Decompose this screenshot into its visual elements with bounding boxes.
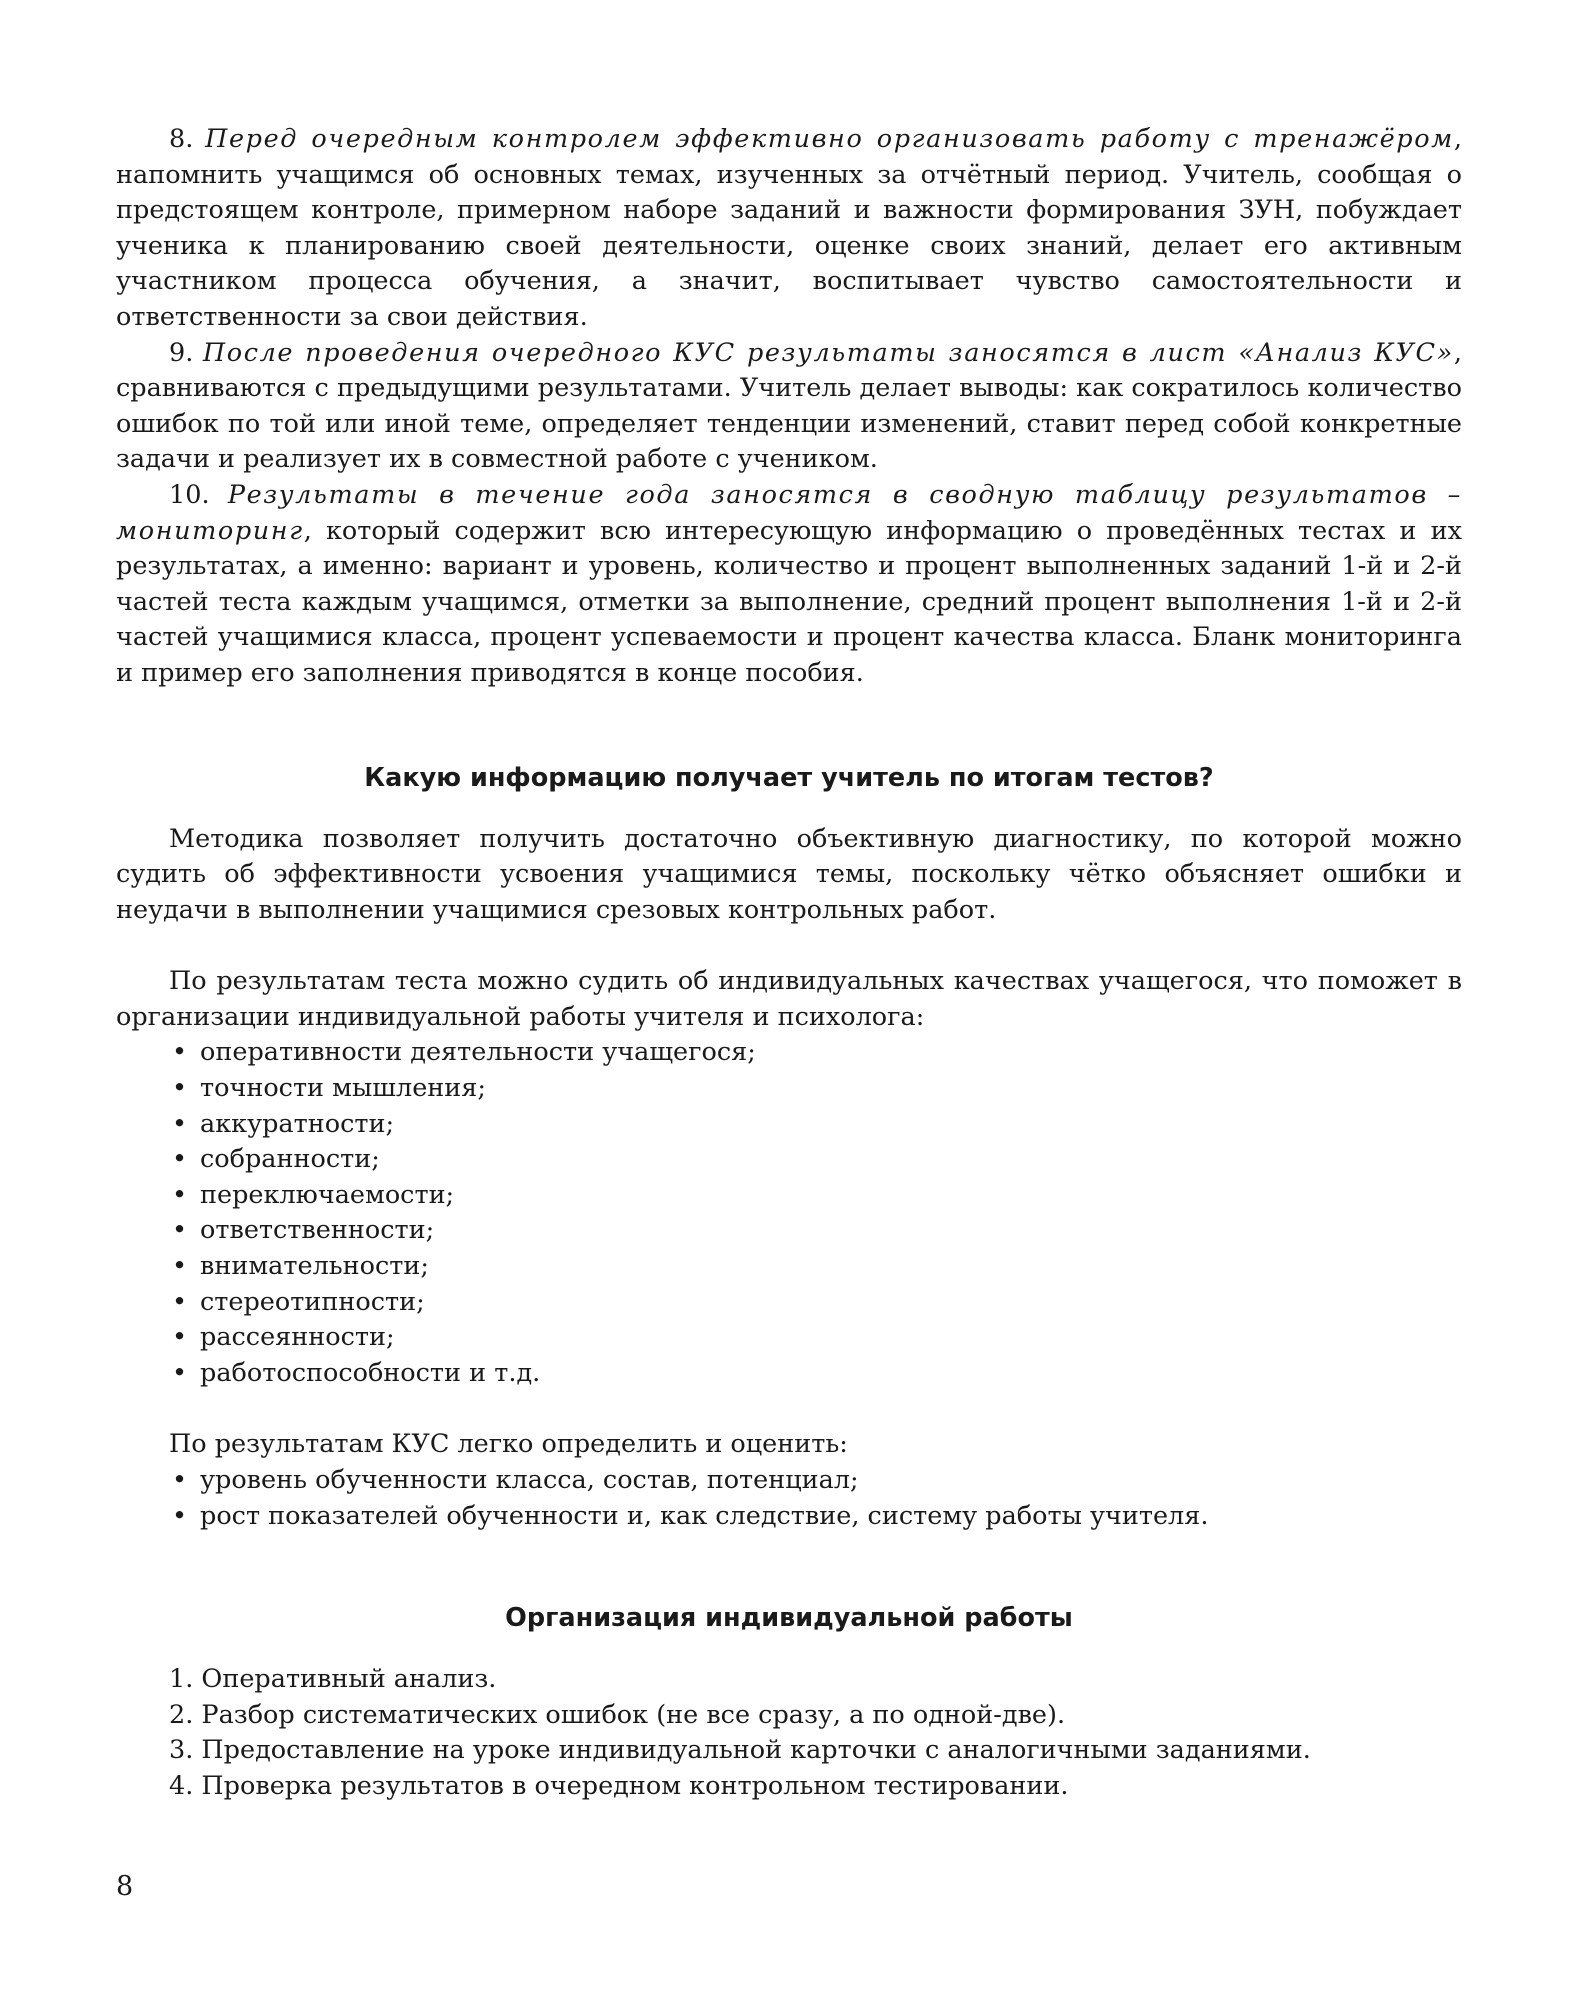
info-paragraph-qualities: По результатам теста можно судить об индивидуальных качествах учащегося, что поможет в организации индивидуальной работы учителя и психолога: — [116, 966, 1462, 1032]
list-item: • оперативности деятельности учащегося; — [172, 1035, 1462, 1071]
list-item: 1. Оперативный анализ. — [169, 1664, 497, 1695]
list-item: 3. Предоставление на уроке индивидуальной карточки с аналогичными заданиями. — [169, 1735, 1311, 1766]
info-paragraph-method: Методика позволяет получить достаточно объективную диагностику, по которой можно судить об эффективности усвоения учащимися темы, поскольку чётко объясняет ошибки и неудачи в выполнении учащимися срезовых контрольных работ. — [116, 823, 1462, 925]
list-item: • точности мышления; — [172, 1071, 1462, 1107]
list-item: • аккуратности; — [172, 1107, 1462, 1143]
item-lead-italic: Перед очередным контролем эффективно организовать работу с тренажёром — [205, 124, 1454, 154]
list-item: • внимательности; — [172, 1249, 1462, 1285]
list-item: • уровень обученности класса, состав, потенциал; — [172, 1463, 1462, 1499]
paragraph-item-10 — [116, 478, 1462, 692]
section-heading-info: Какую информацию получает учитель по итогам тестов? — [364, 762, 1214, 793]
list-item: • переключаемости; — [172, 1178, 1462, 1214]
assess-list — [116, 1463, 1462, 1534]
list-item: 2. Разбор систематических ошибок (не все сразу, а по одной-две). — [169, 1699, 1066, 1730]
item-text: , который содержит всю интересующую информацию о проведённых тестах и их результатах, а именно: вариант и уровень, количество и процент выполненных заданий 1-й и 2-й частей теста каждым учащимся, отметки за выполнение, средний процент выполнения 1-й и 2-й частей учащимися класса, процент успеваемости и процент качества класса. Бланк мониторинга и пример его заполнения приводятся в конце пособия. — [116, 515, 1462, 688]
list-item: • работоспособности и т.д. — [172, 1356, 1462, 1392]
page-body — [116, 122, 1462, 1805]
list-item: • рассеянности; — [172, 1320, 1462, 1356]
item-text: , напомнить учащимся об основных темах, изученных за отчётный период. Учитель, сообщая о предстоящем контроле, примерном наборе заданий и важности формирования ЗУН, побуждает ученика к планированию своей деятельности, оценке своих знаний, делает его активным участником процесса обучения, а значит, воспитывает чувство самостоятельности и ответственности за свои действия. — [116, 124, 1462, 332]
list-item: 4. Проверка результатов в очередном контрольном тестировании. — [169, 1770, 1069, 1801]
item-lead-italic: После проведения очередного КУС результаты заносятся в лист «Анализ КУС» — [202, 337, 1454, 368]
info-paragraph-assess: По результатам КУС легко определить и оценить: — [169, 1429, 848, 1460]
qualities-list — [116, 1035, 1462, 1391]
item-number: 9. — [169, 337, 203, 368]
list-item: • собранности; — [172, 1142, 1462, 1178]
list-item: • рост показателей обученности и, как следствие, систему работы учителя. — [172, 1499, 1462, 1535]
organization-steps-list — [116, 1662, 1462, 1804]
section-heading-organization: Организация индивидуальной работы — [505, 1603, 1073, 1634]
list-item: • ответственности; — [172, 1213, 1462, 1249]
item-number: 10. — [169, 479, 228, 510]
page-number: 8 — [116, 1871, 134, 1902]
list-item: • стереотипности; — [172, 1285, 1462, 1321]
item-lead-italic: Результаты в течение года заносятся в сводную таблицу результатов – мониторинг — [116, 479, 1462, 546]
item-text: , сравниваются с предыдущими результатами. Учитель делает выводы: как сократилось количество ошибок по той или иной теме, определяет тенденции изменений, ставит перед собой конкретные задачи и реализует их в совместной работе с учеником. — [116, 337, 1462, 475]
item-number: 8. — [169, 124, 206, 154]
paragraph-item-9 — [116, 336, 1462, 478]
paragraph-item-8 — [116, 122, 1462, 336]
